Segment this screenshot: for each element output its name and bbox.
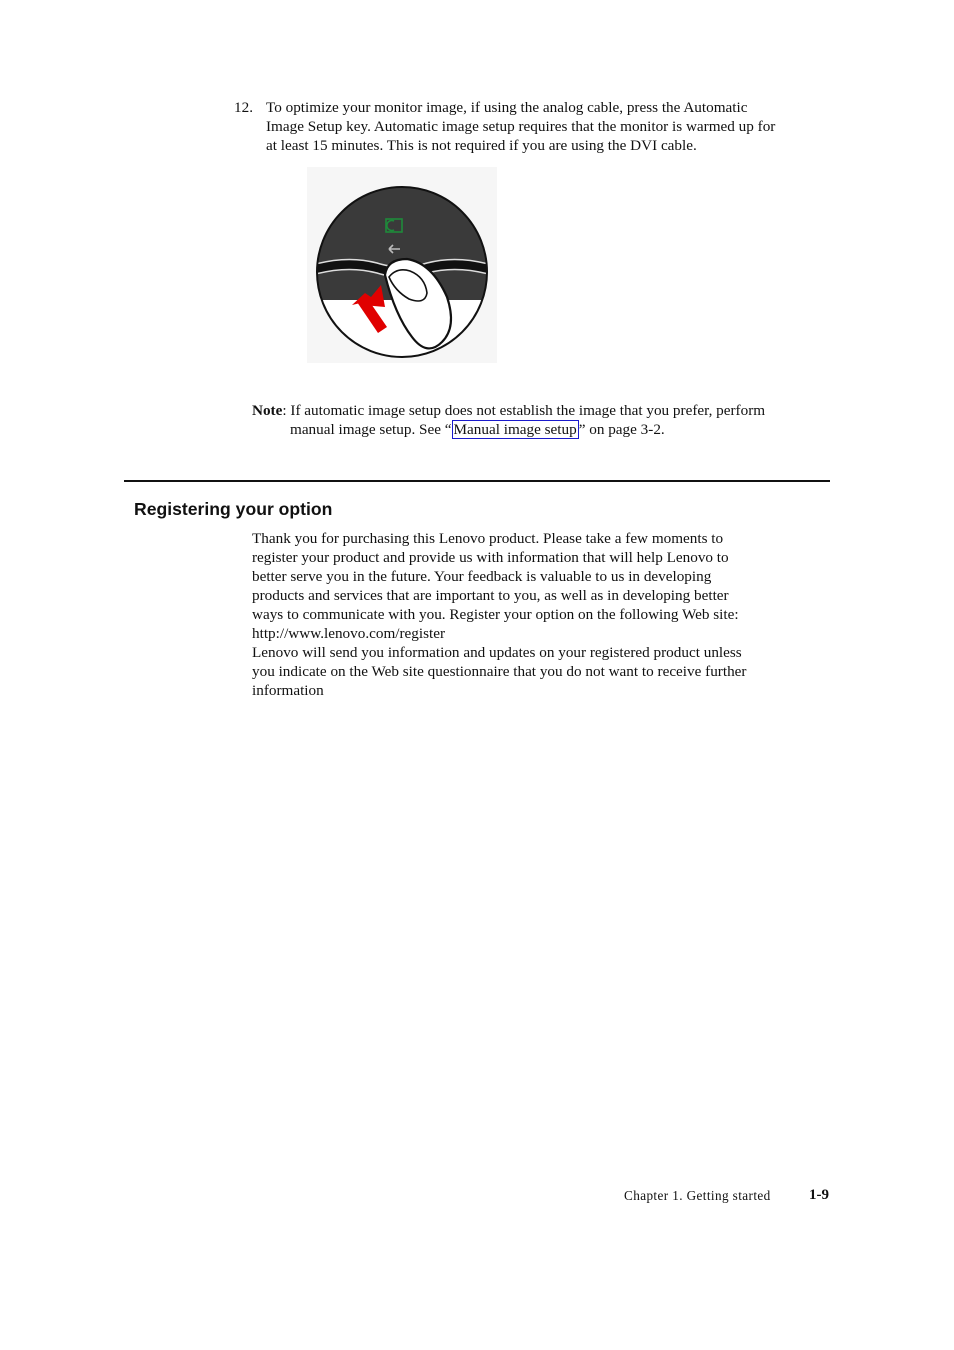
footer-chapter: Chapter 1. Getting started [624,1188,771,1203]
body-line: better serve you in the future. Your feedback is valuable to us in developing [252,568,712,585]
note-block [252,401,842,439]
register-url: http://www.lenovo.com/register [252,625,446,642]
section-body [252,529,832,700]
body-line: Thank you for purchasing this Lenovo product. Please take a few moments to [252,530,724,547]
step-text [266,98,846,155]
step-line-3: at least 15 minutes. This is not required if you are using the DVI cable. [266,137,697,154]
note-text-2-post: ” on page 3-2. [578,421,665,438]
illustration-svg [307,167,497,363]
manual-image-setup-link[interactable]: Manual image setup [453,421,577,438]
page-number: 1-9 [809,1187,829,1203]
step-line-1: To optimize your monitor image, if using the analog cable, press the Automatic [266,99,748,116]
note-text-2-pre: manual image setup. See “ [290,421,452,438]
section-divider [124,480,830,482]
body-line: register your product and provide us with information that will help Lenovo to [252,549,729,566]
body-line: you indicate on the Web site questionnaire that you do not want to receive further [252,663,747,680]
body-line: information [252,682,324,699]
note-label: Note [252,402,283,419]
body-line: ways to communicate with you. Register your option on the following Web site: [252,606,739,623]
body-line: Lenovo will send you information and updates on your registered product unless [252,644,742,661]
body-line: products and services that are important to you, as well as in developing better [252,587,729,604]
section-heading: Registering your option [134,499,333,519]
note-line-2 [252,420,842,439]
auto-setup-illustration [307,167,497,363]
note-text-1: : If automatic image setup does not establish the image that you prefer, perform [282,402,766,419]
step-number: 12. [234,99,253,116]
step-line-2: Image Setup key. Automatic image setup requires that the monitor is warmed up for [266,118,776,135]
